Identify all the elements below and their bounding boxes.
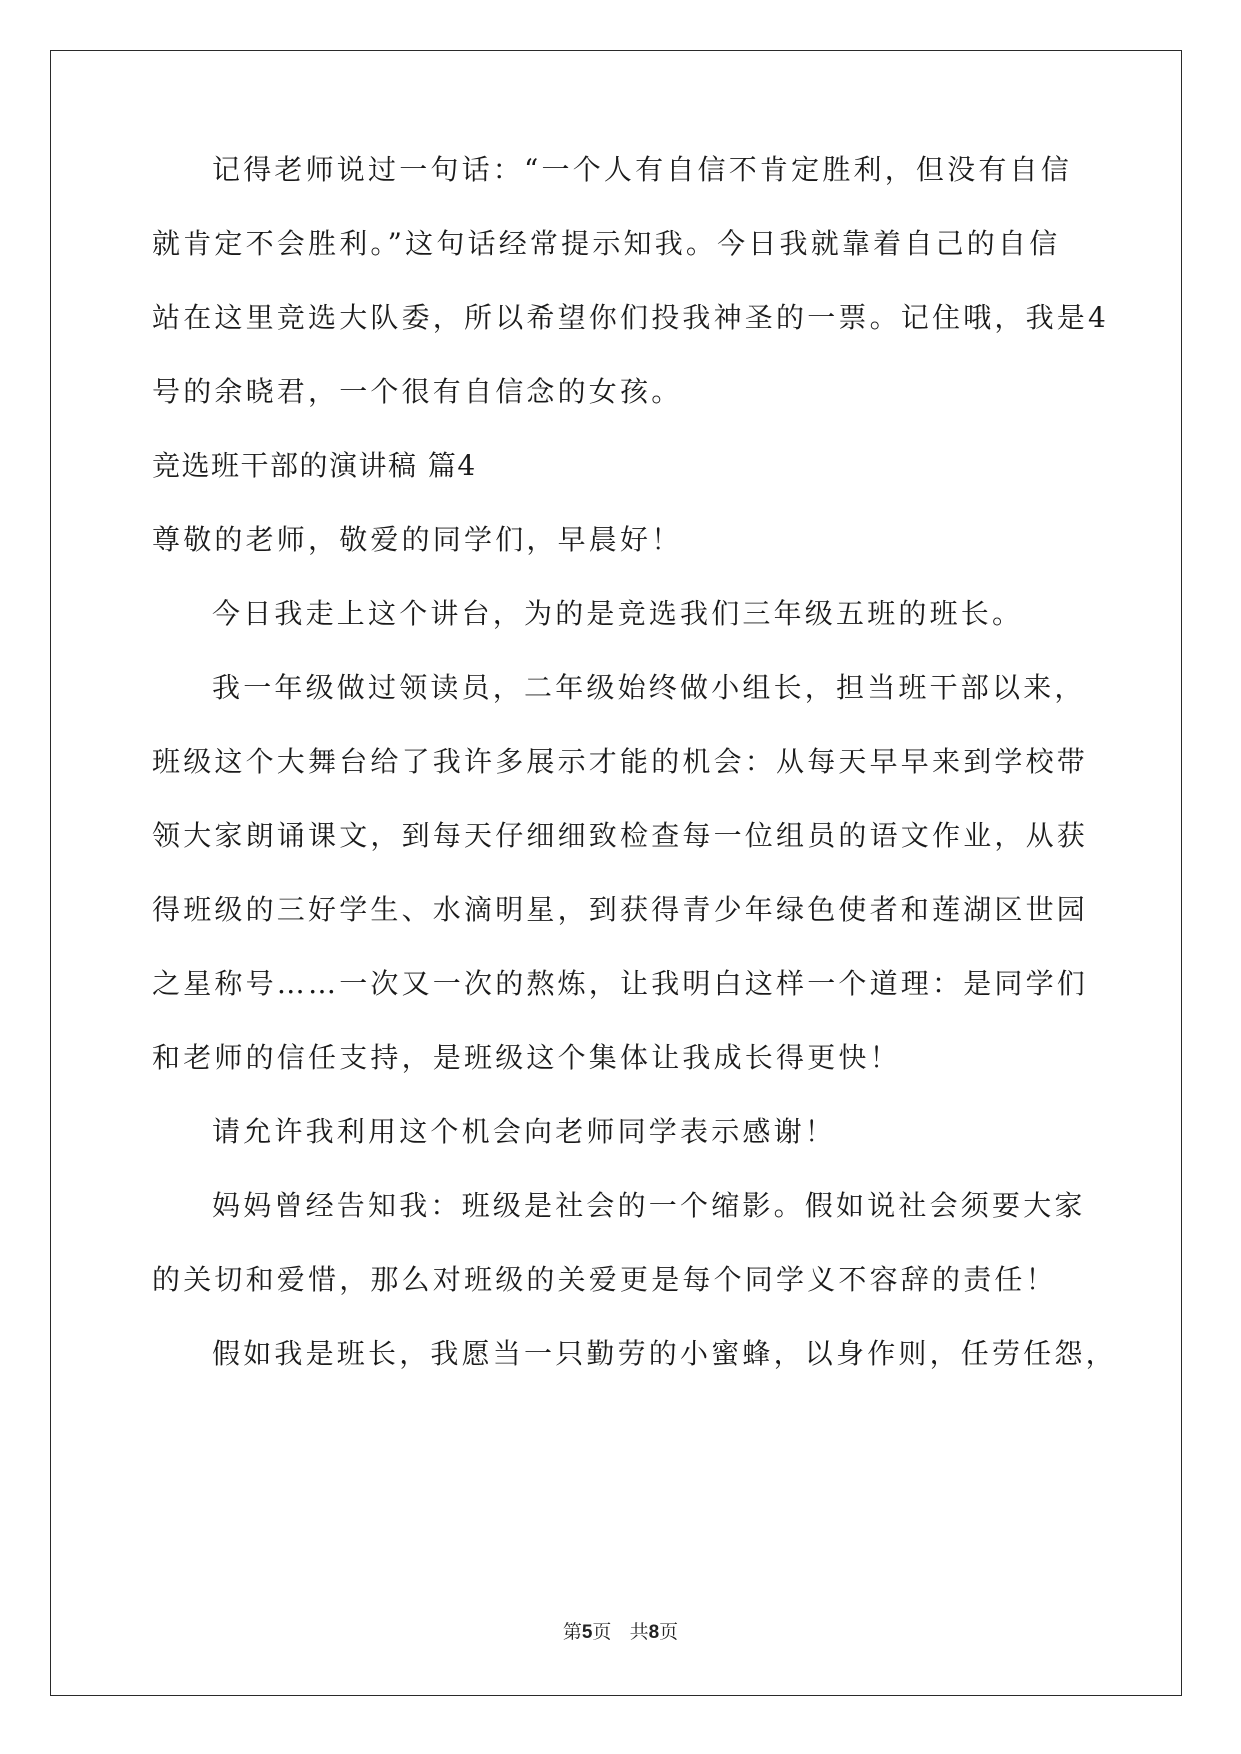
footer-page-suffix: 页 [592, 1621, 612, 1643]
footer-total-suffix: 页 [659, 1621, 679, 1643]
page-border [50, 50, 1182, 1696]
paragraph-line: 今日我走上这个讲台，为的是竞选我们三年级五班的班长。 [212, 597, 1024, 630]
page-footer [0, 1620, 1241, 1645]
total-pages-number: 8 [648, 1622, 660, 1643]
current-page-number: 5 [581, 1622, 593, 1643]
paragraph-line: 请允许我利用这个机会向老师同学表示感谢！ [212, 1115, 837, 1148]
paragraph-line: 站在这里竞选大队委，所以希望你们投我神圣的一票。记住哦，我是4 [152, 301, 1110, 334]
section-heading: 竞选班干部的演讲稿 篇4 [152, 449, 477, 482]
footer-prefix: 第 [562, 1621, 582, 1643]
paragraph-line: 领大家朗诵课文，到每天仔细细致检查每一位组员的语文作业，从获 [152, 819, 1089, 852]
paragraph-line: 班级这个大舞台给了我许多展示才能的机会：从每天早早来到学校带 [152, 745, 1089, 778]
paragraph-line: 我一年级做过领读员，二年级始终做小组长，担当班干部以来， [212, 671, 1086, 704]
paragraph-line: 妈妈曾经告知我：班级是社会的一个缩影。假如说社会须要大家 [212, 1189, 1086, 1222]
footer-total-prefix: 共 [629, 1621, 649, 1643]
paragraph-line: 号的余晓君，一个很有自信念的女孩。 [152, 375, 683, 408]
paragraph-line: 就肯定不会胜利。”这句话经常提示知我。今日我就靠着自己的自信 [152, 227, 1061, 260]
paragraph-line: 的关切和爱惜，那么对班级的关爱更是每个同学义不容辞的责任！ [152, 1263, 1057, 1296]
paragraph-line: 和老师的信任支持，是班级这个集体让我成长得更快！ [152, 1041, 901, 1074]
paragraph-line: 得班级的三好学生、水滴明星，到获得青少年绿色使者和莲湖区世园 [152, 893, 1089, 926]
greeting-line: 尊敬的老师，敬爱的同学们，早晨好！ [152, 523, 683, 556]
paragraph-line: 假如我是班长，我愿当一只勤劳的小蜜蜂，以身作则，任劳任怨， [212, 1337, 1117, 1370]
paragraph-line: 记得老师说过一句话：“一个人有自信不肯定胜利，但没有自信 [212, 153, 1072, 186]
paragraph-line: 之星称号……一次又一次的熬炼，让我明白这样一个道理：是同学们 [152, 967, 1089, 1000]
